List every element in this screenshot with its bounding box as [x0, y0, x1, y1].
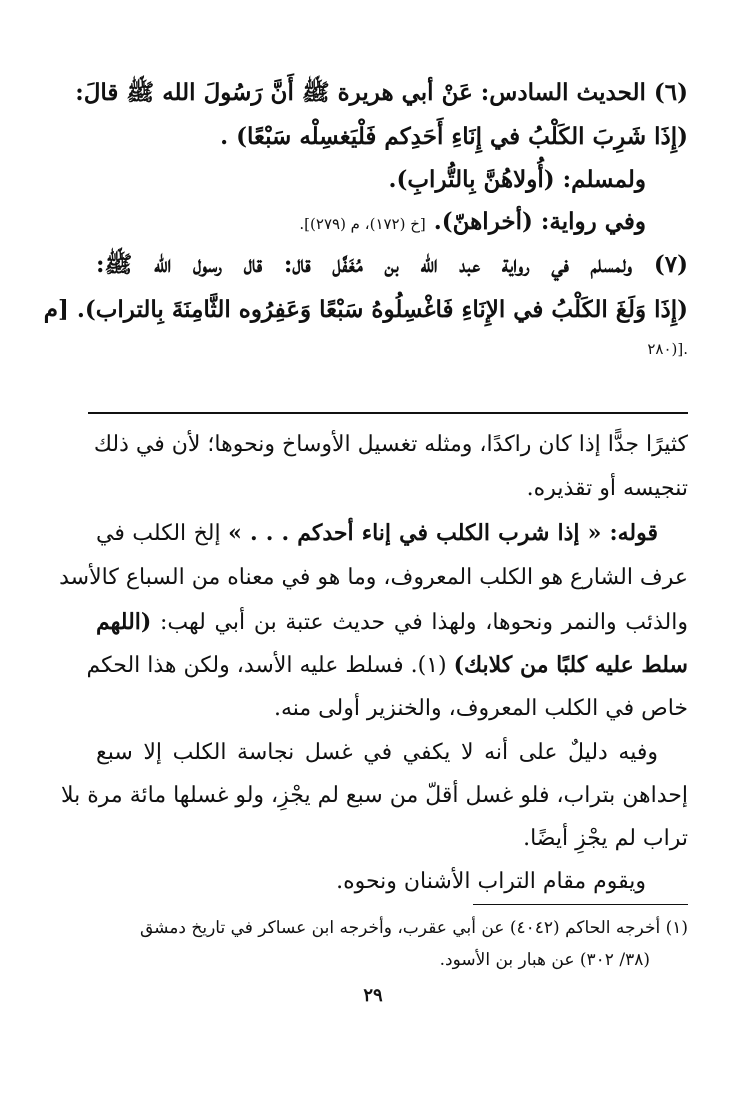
- commentary-line-2: تنجيسه أو تقذيره.: [526, 476, 688, 501]
- commentary-line-5: [96, 609, 688, 635]
- footnote-1-line-2: (٣٨/ ٣٠٢) عن هبار بن الأسود.: [439, 950, 650, 970]
- commentary-line-3: [96, 520, 688, 546]
- footnote-1-line-1: (١) أخرجه الحاكم (٤٠٤٢) عن أبي عقرب، وأخرجه ابن عساكر في تاريخ دمشق: [139, 918, 688, 938]
- hadith-7-text: (إِذَا وَلَغَ الكَلْبُ في الإِنَاءِ فَاغْسِلُوهُ سَبْعًا وَعَفِرُوه الثَّامِنَةَ بِالتراب). [م: [43, 296, 688, 323]
- riwaya-reference: [خ (١٧٢)، م (٢٧٩)].: [299, 215, 426, 233]
- commentary-line-10: تراب لم يجْزِ أيضًا.: [523, 826, 688, 851]
- hadith-7-header: (٧) ولمسلم في رواية عبد الله بن مُغَفَّل قال: قال رسول الله ﷺ:: [96, 251, 688, 278]
- section-divider: [88, 412, 688, 414]
- dua-quote-end: سلط عليه كلبًا من كلابك): [453, 652, 688, 678]
- commentary-line-1: كثيرًا جدًّا إذا كان راكدًا، ومثله تغسيل الأوساخ ونحوها؛ لأن في ذلك: [93, 432, 688, 457]
- hadith-6-text: (إِذَا شَرِبَ الكَلْبُ في إِنَاءِ أَحَدِكم فَلْيَغسِلْه سَبْعًا) .: [220, 123, 688, 150]
- footnote-divider: [473, 904, 688, 905]
- commentary-line-11: ويقوم مقام التراب الأشنان ونحوه.: [336, 869, 646, 894]
- commentary-line-8: [96, 740, 688, 765]
- commentary-line-8-text: وفيه دليلٌ على أنه لا يكفي في غسل نجاسة الكلب إلا سبع: [96, 740, 658, 765]
- qawluhu-quote: قوله: « إذا شرب الكلب في إناء أحدكم . . . »: [228, 520, 658, 546]
- hadith-6-muslim: ولمسلم: (أُولاهُنَّ بِالتُّرابِ).: [388, 166, 646, 193]
- dua-quote-start: (اللهم: [96, 609, 152, 635]
- commentary-line-6: [86, 652, 688, 678]
- commentary-line-7: خاص في الكلب المعروف، والخنزير أولى منه.: [273, 696, 688, 721]
- hadith-6-riwaya: [96, 208, 646, 235]
- commentary-line-3-rest: إلخ الكلب في: [96, 521, 229, 546]
- hadith-7-reference: .[(٢٨٠: [647, 340, 688, 358]
- riwaya-text: وفي رواية: (أخراهنّ).: [433, 208, 646, 235]
- commentary-line-9: إحداهن بتراب، فلو غسل أقلّ من سبع لم يجْزِ، ولو غسلها مائة مرة بلا: [61, 783, 688, 808]
- commentary-line-4: عرف الشارع هو الكلب المعروف، وما هو في معناه من السباع كالأسد: [59, 565, 688, 590]
- commentary-line-6-rest: (١). فسلط عليه الأسد، ولكن هذا الحكم: [86, 653, 454, 678]
- commentary-line-5-text: والذئب والنمر ونحوها، ولهذا في حديث عتبة بن أبي لهب:: [151, 610, 688, 635]
- page-number: ٢٩: [363, 985, 383, 1006]
- hadith-6-header: (٦) الحديث السادس: عَنْ أبي هريرة ﷺ أَنَّ رَسُولَ الله ﷺ قالَ:: [75, 79, 688, 106]
